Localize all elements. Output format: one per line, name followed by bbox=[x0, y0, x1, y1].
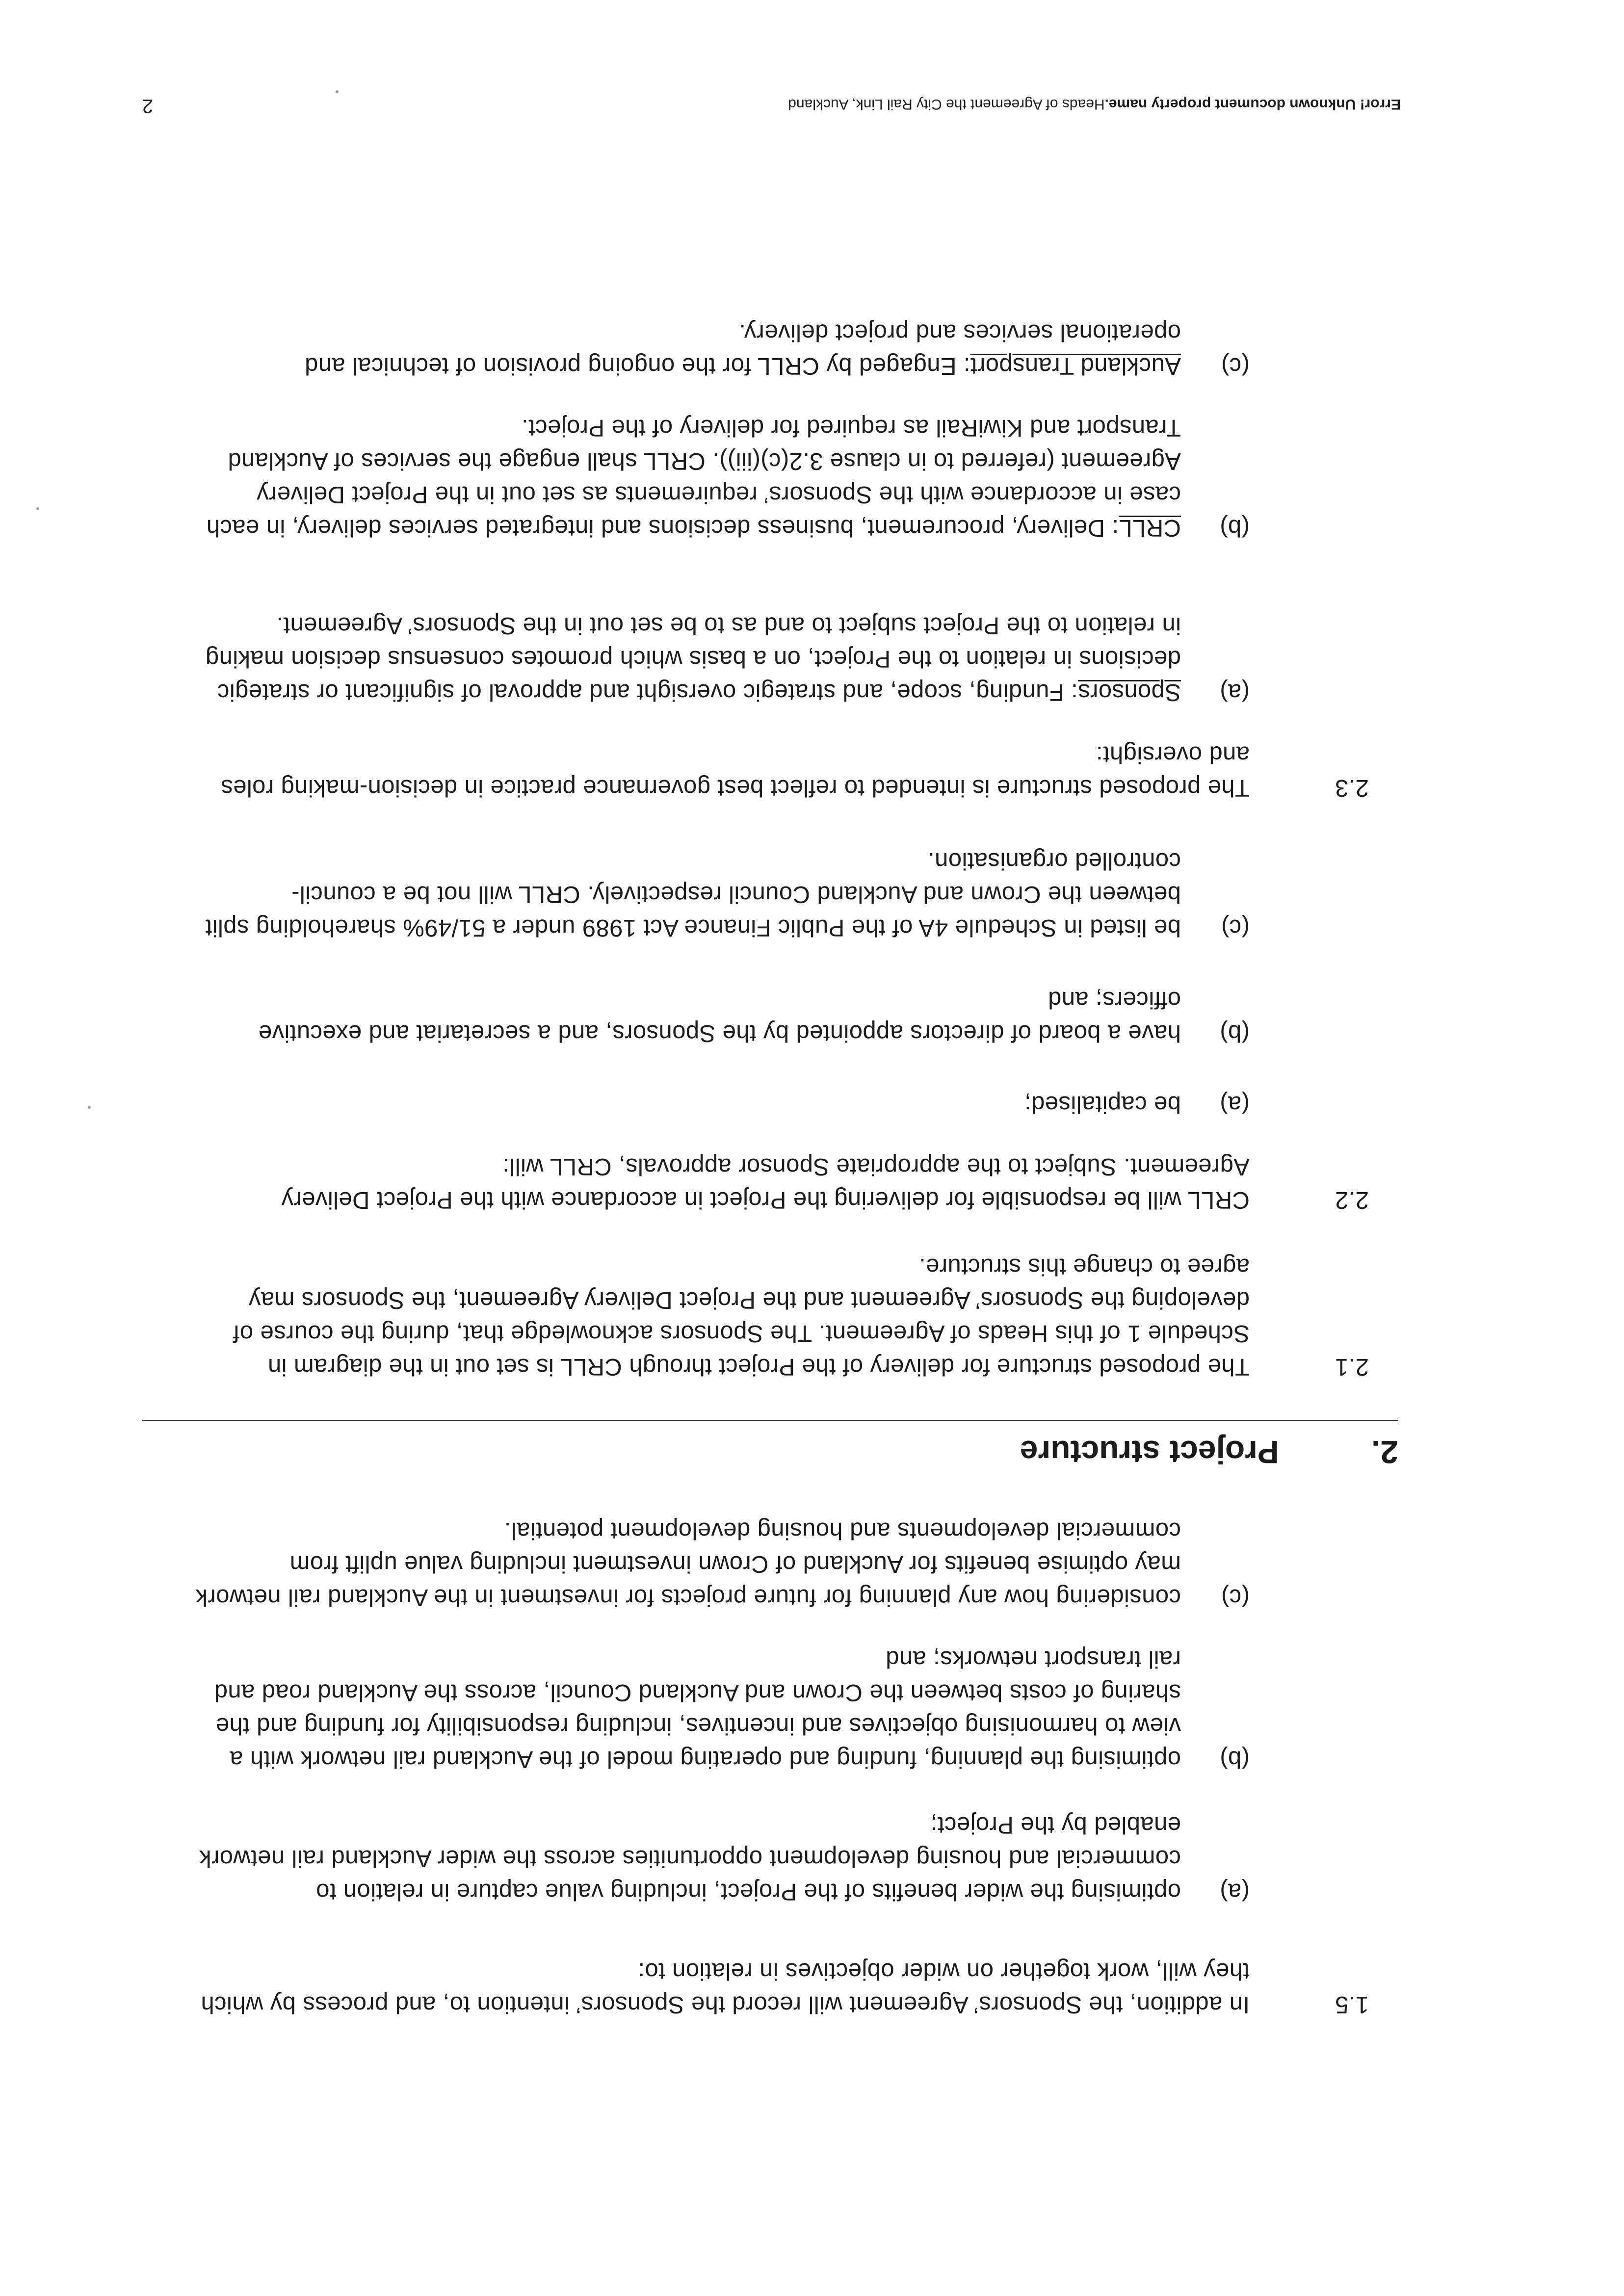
clause-2-2-c bbox=[170, 836, 1250, 944]
item-label: (b) bbox=[1219, 515, 1250, 541]
clause-2-1 bbox=[191, 1241, 1369, 1383]
item-label: (b) bbox=[1219, 1746, 1250, 1773]
scan-speck bbox=[36, 507, 39, 510]
defined-term: Sponsors bbox=[1077, 679, 1181, 705]
document-subtitle: Heads of Agreement the City Rail Link, Auckland bbox=[788, 96, 1105, 112]
clause-2-3-b bbox=[170, 402, 1250, 545]
item-text: be capitalised; bbox=[1024, 1091, 1181, 1118]
item-text: optimising the wider benefits of the Project, including value capture in relation to commercial and housing development opportunities across the wider Auckland rail network enabled by the Project; bbox=[199, 1812, 1181, 1905]
item-label: (a) bbox=[1219, 679, 1250, 705]
item-text: : Engaged by CRLL for the ongoing provision of technical and operational services and project delivery. bbox=[304, 319, 1181, 379]
item-label: (c) bbox=[1221, 353, 1250, 379]
section-number: 2. bbox=[1371, 1434, 1398, 1470]
clause-number: 2.3 bbox=[1335, 775, 1369, 801]
clause-text: In addition, the Sponsors’ Agreement will record the Sponsors’ intention to, and process by which they will, work together on wider objectives in relation to: bbox=[201, 1958, 1250, 2018]
section-heading bbox=[711, 1433, 1398, 1472]
page-number: 2 bbox=[142, 95, 154, 117]
document-property-error: Error! Unknown document property name. bbox=[1104, 96, 1401, 112]
item-text: be listed in Schedule 4A of the Public Finance Act 1989 under a 51/49% shareholding split between the Crown and Auckland Council respectively. CRLL will not be a council-controlled organisation. bbox=[205, 848, 1181, 941]
document-footer bbox=[150, 94, 1401, 114]
clause-text: The proposed structure for delivery of the Project through CRLL is set out in the diagram in Schedule 1 of this Heads of Agreement. The Sponsors acknowledge that, during the course of developing the Sponsors’ Agreement and the Project Delivery Agreement, the Sponsors may agree to change this structure. bbox=[233, 1253, 1250, 1380]
scan-speck bbox=[336, 90, 339, 93]
item-label: (b) bbox=[1219, 1020, 1250, 1046]
clause-2-3-c bbox=[170, 314, 1250, 383]
clause-number: 1.5 bbox=[1335, 1991, 1369, 2018]
item-text: have a board of directors appointed by the Sponsors, and a secretariat and executive officers; and bbox=[258, 987, 1181, 1046]
clause-2-3 bbox=[191, 736, 1369, 805]
clause-2-2 bbox=[191, 1148, 1369, 1217]
item-label: (a) bbox=[1219, 1091, 1250, 1118]
clause-1-5-a bbox=[170, 1800, 1250, 1908]
clause-text: The proposed structure is intended to reflect best governance practice in decision-making roles and oversight: bbox=[220, 741, 1250, 801]
item-label: (c) bbox=[1221, 914, 1250, 941]
clause-2-2-b bbox=[170, 981, 1250, 1050]
item-label: (a) bbox=[1219, 1879, 1250, 1905]
item-text: : Funding, scope, and strategic oversight and approval of significant or strategic decisions in relation to the Project, on a basis which promotes consensus decision making in relation to the Project subject to and as to be set out in the Sponsors’ Agreement. bbox=[205, 612, 1181, 705]
item-label: (c) bbox=[1221, 1584, 1250, 1611]
clause-number: 2.2 bbox=[1335, 1187, 1369, 1213]
item-text: : Delivery, procurement, business decisions and integrated services delivery, in each case in accordance with the Sponsors’ requirements as set out in the Project Delivery Agreement (referred to in clause 3.2(c)(iii)). CRLL shall engage the services of Auckland Transport and KiwiRail as required for delivery of the Project. bbox=[206, 415, 1181, 541]
section-divider bbox=[142, 1420, 1398, 1421]
scan-speck bbox=[88, 1106, 91, 1109]
defined-term: Auckland Transport bbox=[970, 353, 1181, 379]
clause-text: CRLL will be responsible for delivering the Project in accordance with the Project Delivery Agreement. Subject to the appropriate Sponsor approvals, CRLL will: bbox=[281, 1153, 1250, 1213]
defined-term: CRLL bbox=[1119, 515, 1181, 541]
clause-1-5 bbox=[191, 1953, 1369, 2021]
clause-1-5-c bbox=[170, 1506, 1250, 1614]
item-text: optimising the planning, funding and operating model of the Auckland rail network with a view to harmonising objectives and incentives, including responsibility for funding and the sharing of costs between the Crown and Auckland Council, across the Auckland road and rail transport networks; and bbox=[214, 1646, 1181, 1773]
clause-number: 2.1 bbox=[1335, 1354, 1369, 1380]
clause-2-3-a bbox=[170, 567, 1250, 709]
clause-1-5-b bbox=[170, 1634, 1250, 1776]
clause-2-2-a bbox=[170, 1087, 1250, 1121]
item-text: considering how any planning for future projects for investment in the Auckland rail network may optimise benefits for Auckland of Crown investment including value uplift from commercial developments and housing development potential. bbox=[195, 1517, 1181, 1611]
section-title: Project structure bbox=[1020, 1434, 1279, 1470]
